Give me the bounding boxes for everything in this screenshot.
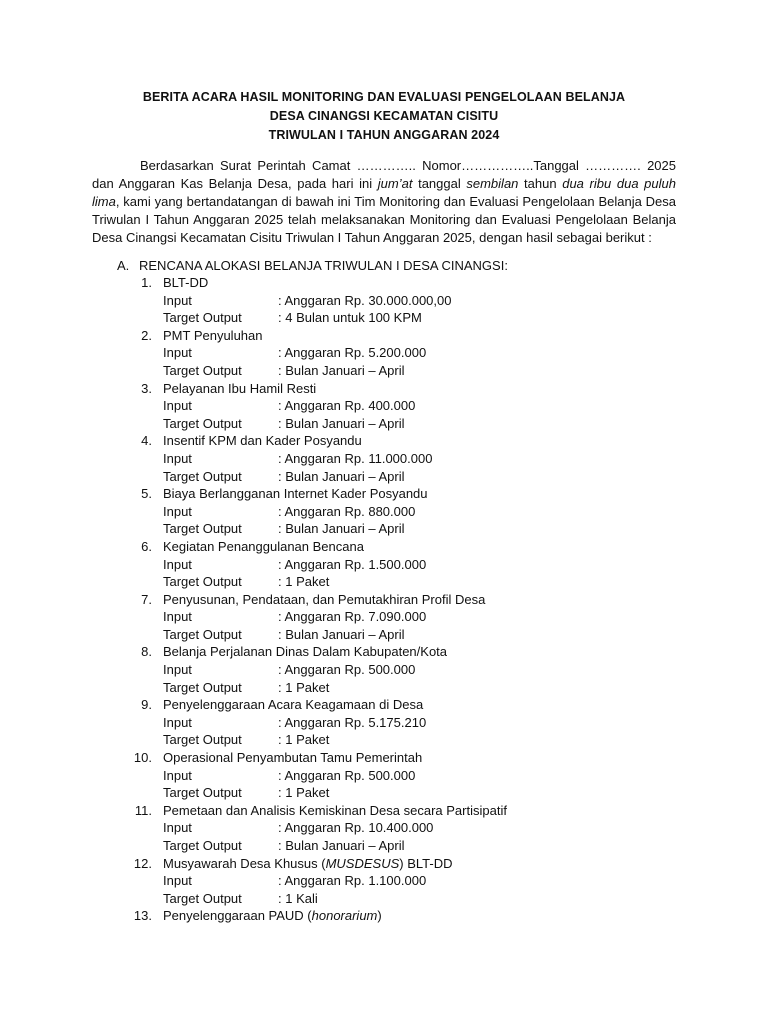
item-input-value: : Anggaran Rp. 500.000 (278, 767, 416, 783)
list-item (92, 432, 692, 450)
item-number: 9. (141, 697, 152, 713)
item-name: Insentif KPM dan Kader Posyandu (163, 433, 362, 449)
item-name: Operasional Penyambutan Tamu Pemerintah (163, 750, 423, 766)
item-input-label: Input (163, 398, 192, 414)
item-name (163, 907, 382, 925)
item-target-row (92, 309, 692, 327)
list-item (92, 327, 692, 345)
item-target-label: Target Output (163, 838, 242, 853)
section-title: RENCANA ALOKASI BELANJA TRIWULAN I DESA CINANGSI: (139, 258, 508, 273)
item-input-row (92, 819, 692, 837)
list-item (92, 696, 692, 714)
item-input-row (92, 661, 692, 679)
item-name: PMT Penyuluhan (163, 327, 263, 343)
item-input-row (92, 608, 692, 626)
item-number: 10. (133, 750, 152, 766)
item-name: Belanja Perjalanan Dinas Dalam Kabupaten/Kota (163, 644, 448, 660)
list-item (92, 274, 692, 292)
item-target-row (92, 837, 692, 855)
item-name: Penyusunan, Pendataan, dan Pemutakhiran Profil Desa (163, 591, 486, 607)
item-input-row (92, 450, 692, 468)
item-name: Pelayanan Ibu Hamil Resti (163, 380, 317, 396)
item-name: Kegiatan Penanggulanan Bencana (163, 538, 364, 554)
item-input-value: : Anggaran Rp. 11.000.000 (278, 450, 433, 466)
item-input-label: Input (163, 767, 192, 783)
list-item (92, 855, 692, 873)
item-number: 12. (133, 855, 152, 871)
item-target-label: Target Output (163, 415, 242, 431)
item-input-value: : Anggaran Rp. 400.000 (278, 398, 416, 414)
item-name-part: Penyelenggaraan PAUD ( (163, 908, 312, 924)
item-target-value: : 1 Paket (278, 679, 330, 695)
item-name-part: ) (377, 908, 382, 924)
item-target-value: : 1 Paket (278, 574, 330, 590)
item-target-label: Target Output (163, 890, 242, 906)
list-item (92, 380, 692, 398)
item-input-value: : Anggaran Rp. 10.400.000 (278, 820, 434, 836)
item-input-label: Input (163, 345, 192, 361)
item-input-value: : Anggaran Rp. 500.000 (278, 662, 416, 678)
item-target-label: Target Output (163, 574, 242, 590)
item-target-value: : Bulan Januari – April (278, 362, 405, 378)
item-input-label: Input (163, 662, 192, 678)
item-number: 5. (141, 486, 152, 502)
item-input-row (92, 397, 692, 415)
item-input-value: : Anggaran Rp. 5.175.210 (278, 714, 427, 730)
item-target-value: : 1 Paket (278, 785, 330, 801)
item-input-row (92, 344, 692, 362)
item-target-row (92, 520, 692, 538)
item-name: Pemetaan dan Analisis Kemiskinan Desa secara Partisipatif (163, 802, 507, 818)
item-target-row (92, 626, 692, 644)
item-input-label: Input (163, 292, 192, 308)
item-input-value: : Anggaran Rp. 1.100.000 (278, 873, 427, 889)
item-input-value: : Anggaran Rp. 5.200.000 (278, 345, 427, 361)
item-name-italic: honorarium (311, 908, 378, 924)
item-input-label: Input (163, 556, 192, 572)
item-number: 4. (141, 433, 152, 449)
item-target-row (92, 362, 692, 380)
item-name-italic: MUSDESUS (325, 855, 400, 871)
item-input-value: : Anggaran Rp. 880.000 (278, 503, 416, 519)
item-input-row (92, 503, 692, 521)
item-target-label: Target Output (163, 310, 242, 326)
intro-paragraph (92, 157, 676, 247)
item-target-value: : Bulan Januari – April (278, 626, 405, 642)
item-input-label: Input (163, 714, 192, 730)
item-name (163, 855, 452, 873)
section-letter: A. (117, 258, 130, 273)
item-name: Penyelenggaraan Acara Keagamaan di Desa (163, 697, 424, 713)
intro-text-4: , kami yang bertandatangan di bawah ini Tim Monitoring dan Evaluasi Pengelolaan Belanja Desa Triwulan I Tahun Anggaran 2025 telah melaksanakan Monitoring dan Evaluasi Pengelolaan Belanja Desa Cinangsi Kecamatan Cisitu Triwulan I Tahun Anggaran 2025, dengan hasil sebagai berikut : (92, 193, 676, 245)
title-line-1: BERITA ACARA HASIL MONITORING DAN EVALUASI PENGELOLAAN BELANJA (142, 90, 626, 104)
item-target-label: Target Output (163, 521, 242, 537)
section-a-heading (117, 257, 508, 275)
item-target-label: Target Output (163, 732, 242, 748)
list-item (92, 643, 692, 661)
item-name: BLT-DD (163, 275, 209, 290)
list-item (92, 749, 692, 767)
item-target-value: : Bulan Januari – April (278, 468, 405, 484)
item-target-value: : Bulan Januari – April (278, 415, 405, 431)
item-target-row (92, 468, 692, 486)
list-item (92, 591, 692, 609)
item-target-value: : 1 Kali (278, 890, 318, 906)
item-number: 3. (141, 380, 152, 396)
item-input-label: Input (163, 503, 192, 519)
item-input-value: : Anggaran Rp. 7.090.000 (278, 609, 427, 625)
intro-date: sembilan (466, 175, 519, 191)
item-input-label: Input (163, 820, 192, 836)
item-input-label: Input (163, 609, 192, 625)
item-target-row (92, 679, 692, 697)
item-number: 11. (134, 802, 152, 818)
item-target-value: : 1 Paket (278, 732, 330, 748)
item-target-label: Target Output (163, 785, 242, 801)
item-number: 7. (141, 591, 152, 607)
item-name-part: Musyawarah Desa Khusus ( (163, 855, 326, 871)
item-name: Biaya Berlangganan Internet Kader Posyandu (163, 486, 428, 502)
item-target-row (92, 731, 692, 749)
item-target-label: Target Output (163, 679, 242, 695)
item-number: 13. (133, 908, 152, 924)
intro-text-3: tahun (518, 175, 563, 191)
item-target-row (92, 573, 692, 591)
item-input-row (92, 872, 692, 890)
list-item (92, 538, 692, 556)
intro-day: jum’at (377, 175, 413, 191)
list-item (92, 802, 692, 820)
item-target-label: Target Output (163, 362, 242, 378)
item-input-row (92, 767, 692, 785)
item-input-value: : Anggaran Rp. 30.000.000,00 (278, 292, 452, 308)
item-input-row (92, 714, 692, 732)
item-number: 8. (141, 644, 152, 660)
item-target-value: : Bulan Januari – April (278, 521, 405, 537)
item-input-label: Input (163, 873, 192, 889)
item-target-label: Target Output (163, 626, 242, 642)
intro-text-2: tanggal (412, 175, 467, 191)
item-target-row (92, 890, 692, 908)
document-title (92, 88, 676, 145)
item-target-value: : 4 Bulan untuk 100 KPM (278, 310, 422, 326)
item-number: 1. (141, 275, 152, 290)
item-number: 6. (141, 538, 152, 554)
item-input-label: Input (163, 450, 192, 466)
intro-text-1: Berdasarkan Surat Perintah Camat ………….. Nomor……………..Tanggal …………. 2025 dan Anggaran Kas Belanja Desa, pada hari ini (92, 158, 676, 191)
title-line-3: TRIWULAN I TAHUN ANGGARAN 2024 (268, 128, 500, 142)
list-item (92, 485, 692, 503)
title-line-2: DESA CINANGSI KECAMATAN CISITU (269, 109, 499, 123)
item-input-row (92, 556, 692, 574)
item-target-label: Target Output (163, 468, 242, 484)
intro-year: dua ribu dua puluh lima (92, 175, 676, 209)
item-input-row (92, 292, 692, 310)
allocation-list (92, 274, 692, 925)
item-number: 2. (141, 327, 152, 343)
list-item (92, 907, 692, 925)
item-target-value: : Bulan Januari – April (278, 838, 405, 853)
item-input-value: : Anggaran Rp. 1.500.000 (278, 556, 427, 572)
item-target-row (92, 415, 692, 433)
item-name-part: ) BLT-DD (399, 855, 453, 871)
item-target-row (92, 784, 692, 802)
